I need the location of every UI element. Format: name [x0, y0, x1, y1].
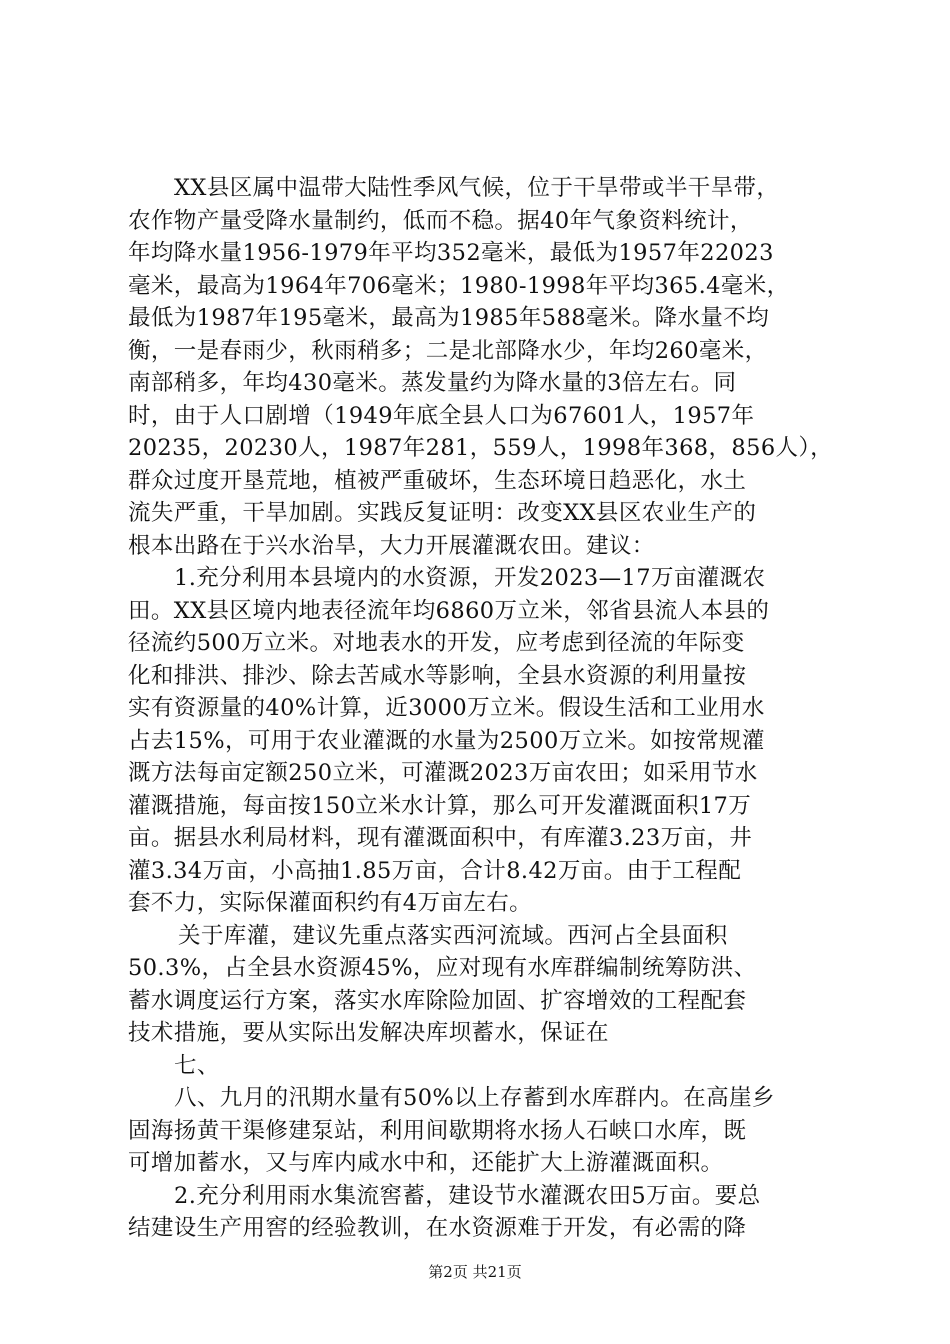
paragraph-line: 可增加蓄水，又与库内咸水中和，还能扩大上游灌溉面积。	[128, 1150, 724, 1176]
paragraph-line: 蓄水调度运行方案，落实水库除险加固、扩容增效的工程配套	[128, 987, 747, 1014]
paragraph-line: 八、九月的汛期水量有50%以上存蓄到水库群内。在高崖乡	[174, 1085, 775, 1111]
paragraph-line: 2.充分利用雨水集流窖蓄，建设节水灌溉农田5万亩。要总	[174, 1182, 761, 1209]
paragraph-line: 农作物产量受降水量制约，低而不稳。据40年气象资料统计，	[128, 207, 753, 234]
paragraph-line: 最低为1987年195毫米，最高为1985年588毫米。降水量不均	[128, 305, 770, 331]
paragraph-line: 灌3.34万亩，小高抽1.85万亩，合计8.42万亩。由于工程配	[128, 857, 742, 884]
paragraph-line: 时，由于人口剧增（1949年底全县人口为67601人，1957年	[128, 402, 755, 429]
paragraph-line: 南部稍多，年均430毫米。蒸发量约为降水量的3倍左右。同	[128, 370, 737, 396]
paragraph-line: 套不力，实际保灌面积约有4万亩左右。	[128, 890, 533, 916]
paragraph-line: 灌溉措施，每亩按150立米水计算，那么可开发灌溉面积17万	[128, 792, 752, 819]
paragraph-line: 年均降水量1956-1979年平均352毫米，最低为1957年22023	[128, 240, 774, 266]
paragraph-line: 关于库灌，建议先重点落实西河流域。西河占全县面积	[178, 922, 728, 949]
paragraph-line: 化和排洪、排沙、除去苦咸水等影响，全县水资源的利用量按	[128, 662, 747, 689]
paragraph-line: 群众过度开垦荒地，植被严重破坏，生态环境日趋恶化，水土	[128, 467, 747, 494]
paragraph-line: 结建设生产用窖的经验教训，在水资源难于开发，有必需的降	[128, 1215, 747, 1241]
paragraph-line: 亩。据县水利局材料，现有灌溉面积中，有库灌3.23万亩，井	[128, 825, 753, 851]
paragraph-line: 技术措施，要从实际出发解决库坝蓄水，保证在	[128, 1020, 609, 1046]
paragraph-line: 根本出路在于兴水治旱，大力开展灌溉农田。建议：	[128, 532, 655, 559]
paragraph-line: 50.3%，占全县水资源45%，应对现有水库群编制统筹防洪、	[128, 955, 757, 981]
paragraph-line: 1.充分利用本县境内的水资源，开发2023—17万亩灌溉农	[174, 565, 766, 591]
paragraph-line: 流失严重，干旱加剧。实践反复证明：改变XX县区农业生产的	[128, 500, 757, 526]
paragraph-line: 七、	[174, 1052, 220, 1079]
paragraph-line: 固海扬黄干渠修建泵站，利用间歇期将水扬人石峡口水库，既	[128, 1117, 747, 1144]
paragraph-line: 20235，20230人，1987年281，559人，1998年368，856人），	[128, 435, 834, 461]
paragraph-line: 实有资源量的40%计算，近3000万立米。假设生活和工业用水	[128, 695, 765, 721]
paragraph-line: 溉方法每亩定额250立米，可灌溉2023万亩农田；如采用节水	[128, 760, 758, 786]
paragraph-line: XX县区属中温带大陆性季风气候，位于干旱带或半干旱带，	[174, 175, 780, 201]
page-number-footer: 第2页 共21页	[428, 1263, 522, 1281]
paragraph-line: 占去15%，可用于农业灌溉的水量为2500万立米。如按常规灌	[128, 727, 765, 754]
document-body	[128, 172, 836, 1245]
paragraph-line: 径流约500万立米。对地表水的开发，应考虑到径流的年际变	[128, 630, 745, 656]
paragraph-line: 田。XX县区境内地表径流年均6860万立米，邻省县流人本县的	[128, 597, 770, 624]
paragraph-line: 毫米，最高为1964年706毫米；1980-1998年平均365.4毫米，	[128, 272, 790, 299]
paragraph-line: 衡，一是春雨少，秋雨稍多；二是北部降水少，年均260毫米，	[128, 337, 768, 364]
